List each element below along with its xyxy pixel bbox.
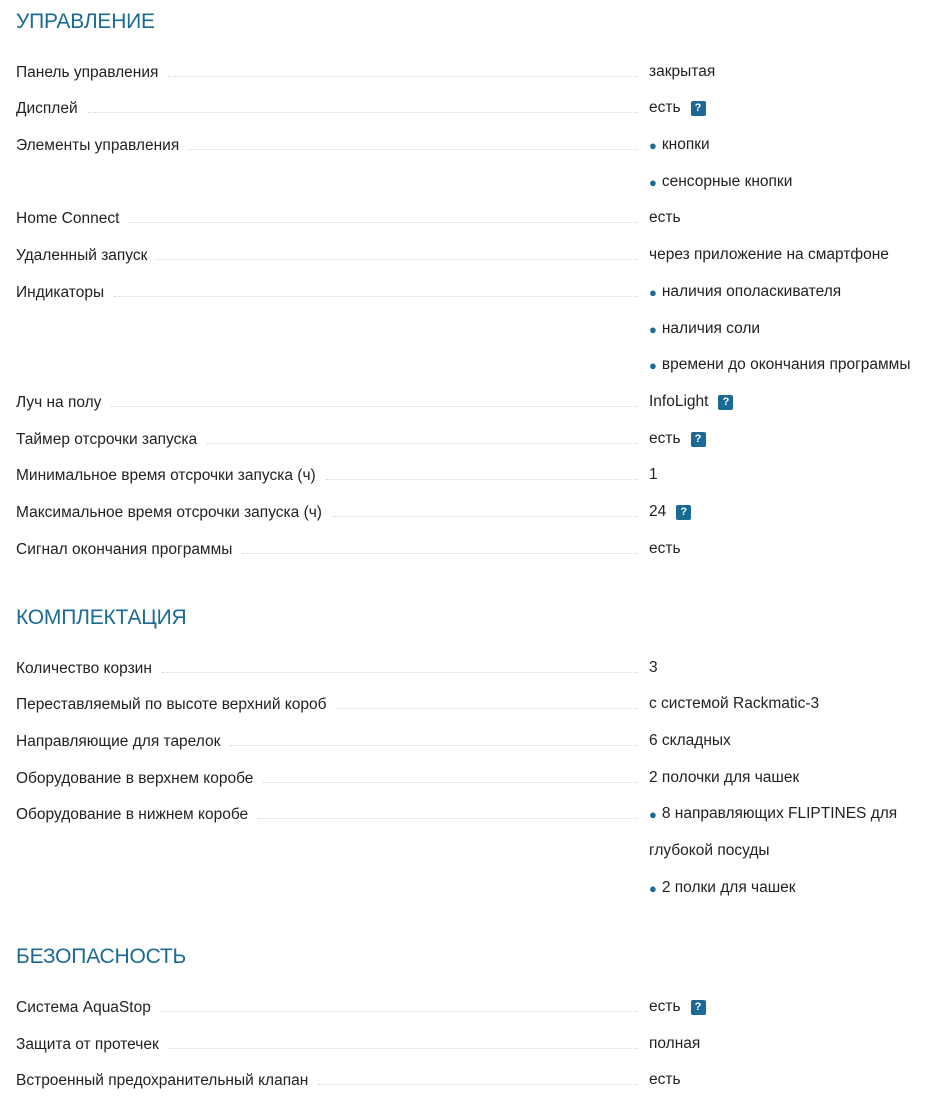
spec-value-line (649, 879, 796, 897)
spec-value: InfoLight (649, 393, 709, 410)
spec-label: Home Connect (16, 210, 120, 227)
spec-row-end-signal (16, 540, 934, 560)
spec-row-upper-adjustable (16, 695, 934, 715)
spec-label: Элементы управления (16, 137, 180, 154)
spec-value: 6 складных (649, 732, 731, 749)
spec-value: 3 (649, 659, 658, 676)
spec-value: 2 полки для чашек (661, 879, 796, 896)
spec-label: Оборудование в нижнем коробе (16, 806, 249, 823)
spec-value: есть (649, 1071, 681, 1088)
spec-row-baskets (16, 659, 934, 679)
section-title-safety: БЕЗОПАСНОСТЬ (16, 945, 187, 968)
spec-value: 1 (649, 466, 658, 483)
spec-value: сенсорные кнопки (661, 173, 793, 190)
spec-row-lower-equipment (16, 805, 934, 825)
spec-label: Дисплей (16, 100, 78, 117)
dotted-leader (157, 246, 638, 260)
bullet-icon: ● (649, 284, 657, 300)
spec-value: наличия соли (661, 320, 761, 337)
spec-value-line (649, 320, 760, 338)
spec-row-indicators (16, 283, 934, 303)
spec-label: Панель управления (16, 64, 159, 81)
dotted-leader (337, 695, 639, 709)
dotted-leader (318, 1071, 638, 1085)
dotted-leader (161, 998, 638, 1012)
spec-row-delay-timer (16, 430, 934, 450)
spec-value: есть (649, 209, 681, 226)
spec-value: наличия ополаскивателя (661, 283, 842, 300)
spec-value: есть (649, 998, 681, 1015)
spec-value: 2 полочки для чашек (649, 769, 800, 786)
spec-value: есть (649, 99, 681, 116)
spec-value-line (649, 356, 910, 374)
spec-value: глубокой посуды (649, 842, 770, 859)
dotted-leader (189, 136, 638, 150)
spec-row-upper-equipment (16, 769, 934, 789)
dotted-leader (111, 393, 638, 407)
dotted-leader (258, 805, 638, 819)
help-icon[interactable]: ? (691, 1000, 706, 1015)
spec-row-leak-protection (16, 1035, 934, 1055)
section-title-equipment: КОМПЛЕКТАЦИЯ (16, 606, 187, 629)
spec-row-aquastop (16, 998, 934, 1018)
bullet-icon: ● (649, 806, 657, 822)
bullet-icon: ● (649, 357, 657, 373)
spec-label: Защита от протечек (16, 1036, 159, 1053)
spec-value: через приложение на смартфоне (649, 246, 889, 263)
spec-label: Оборудование в верхнем коробе (16, 770, 254, 787)
spec-row-controls (16, 136, 934, 156)
spec-label: Сигнал окончания программы (16, 541, 233, 558)
spec-row-max-delay (16, 503, 934, 523)
spec-row-floor-beam (16, 393, 934, 413)
spec-row-remote-start (16, 246, 934, 266)
spec-row-plate-guides (16, 732, 934, 752)
spec-value: есть (649, 540, 681, 557)
help-icon[interactable]: ? (691, 101, 706, 116)
spec-value: есть (649, 430, 681, 447)
section-title-control: УПРАВЛЕНИЕ (16, 10, 155, 33)
spec-label: Удаленный запуск (16, 247, 148, 264)
spec-value: кнопки (661, 136, 710, 153)
dotted-leader (230, 732, 638, 746)
bullet-icon: ● (649, 880, 657, 896)
help-icon[interactable]: ? (691, 432, 706, 447)
help-icon[interactable]: ? (676, 505, 691, 520)
spec-label: Встроенный предохранительный клапан (16, 1072, 309, 1089)
dotted-leader (263, 769, 638, 783)
spec-row-control-panel (16, 63, 934, 83)
spec-label: Переставляемый по высоте верхний короб (16, 696, 327, 713)
bullet-icon: ● (649, 321, 657, 337)
spec-row-display (16, 99, 934, 119)
spec-label: Система AquaStop (16, 999, 151, 1016)
dotted-leader (168, 63, 638, 77)
dotted-leader (326, 466, 638, 480)
bullet-icon: ● (649, 137, 657, 153)
spec-value: времени до окончания программы (661, 356, 911, 373)
spec-label: Таймер отсрочки запуска (16, 431, 198, 448)
dotted-leader (88, 99, 638, 113)
spec-value-line (649, 173, 792, 191)
spec-row-home-connect (16, 209, 934, 229)
spec-label: Луч на полу (16, 394, 102, 411)
dotted-leader (169, 1035, 638, 1049)
help-icon[interactable]: ? (718, 395, 733, 410)
spec-label: Индикаторы (16, 284, 105, 301)
spec-value: 8 направляющих FLIPTINES для (661, 805, 898, 822)
spec-value: 24 (649, 503, 667, 520)
spec-value: полная (649, 1035, 701, 1052)
dotted-leader (332, 503, 638, 517)
spec-row-min-delay (16, 466, 934, 486)
dotted-leader (242, 540, 638, 554)
spec-row-safety-valve (16, 1071, 934, 1091)
dotted-leader (207, 430, 638, 444)
spec-value-line (649, 842, 770, 860)
dotted-leader (114, 283, 638, 297)
dotted-leader (162, 659, 638, 673)
spec-label: Максимальное время отсрочки запуска (ч) (16, 504, 322, 521)
bullet-icon: ● (649, 174, 657, 190)
dotted-leader (129, 209, 638, 223)
spec-value: с системой Rackmatic-3 (649, 695, 820, 712)
spec-label: Количество корзин (16, 660, 152, 677)
spec-value: закрытая (649, 63, 716, 80)
spec-label: Направляющие для тарелок (16, 733, 221, 750)
spec-label: Минимальное время отсрочки запуска (ч) (16, 467, 316, 484)
